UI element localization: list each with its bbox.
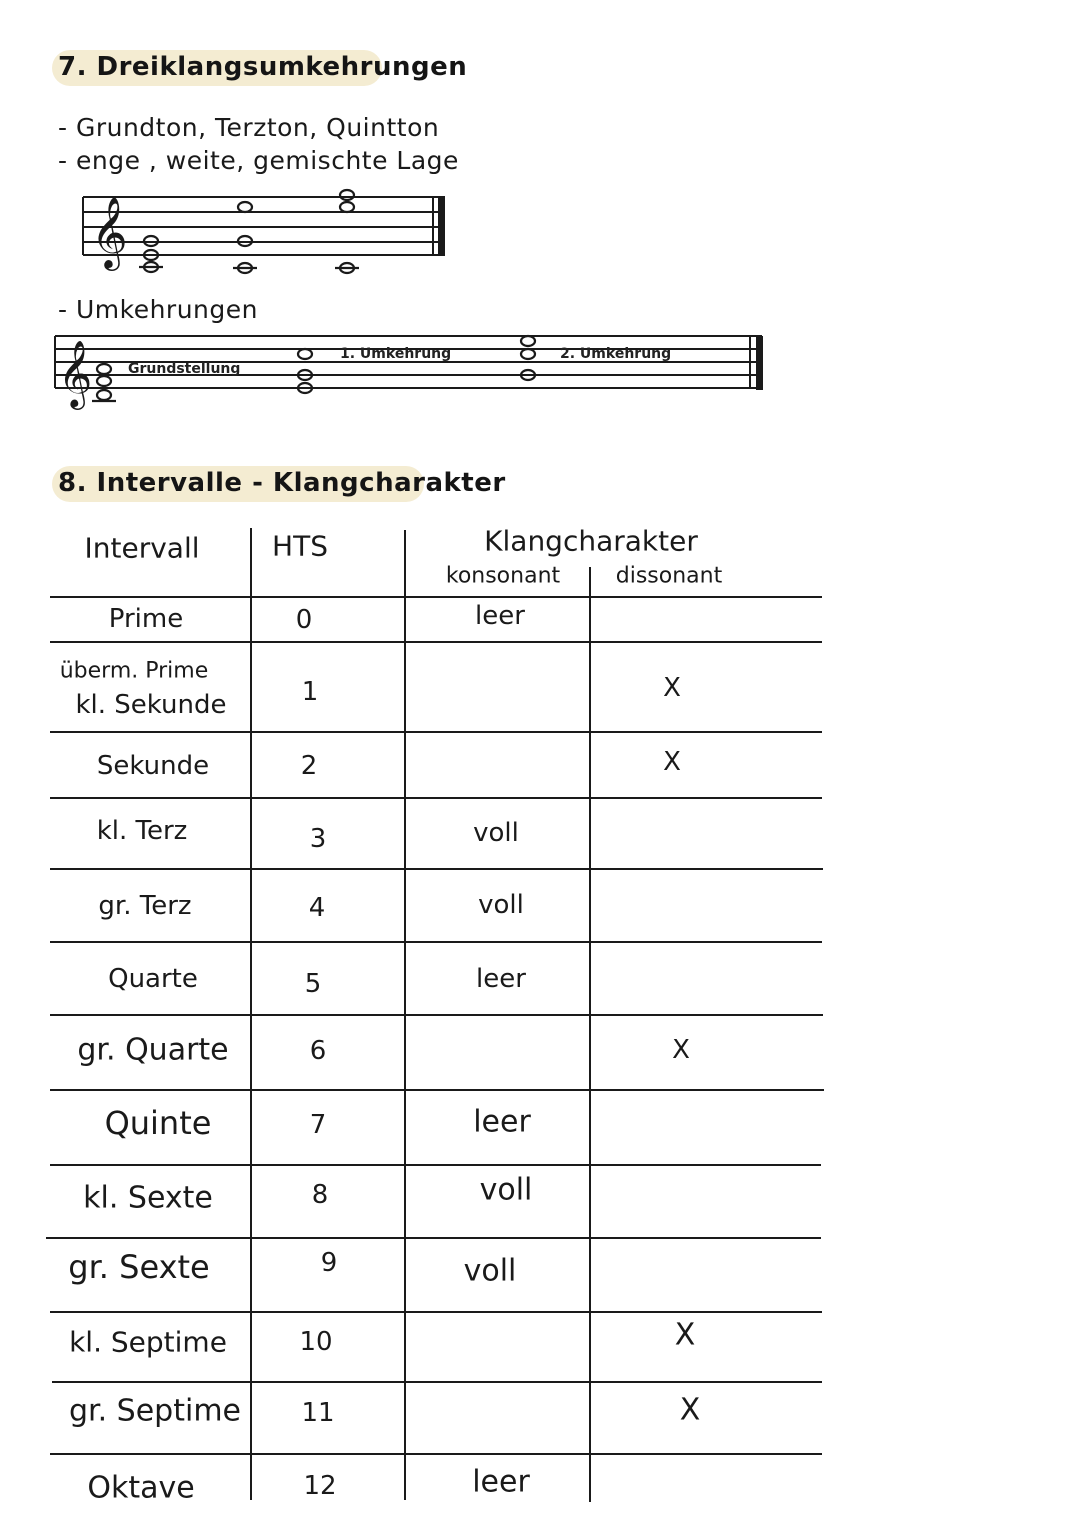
table-row-line: [50, 1311, 822, 1313]
cell-interval: Quarte: [108, 964, 198, 994]
cell-hts: 8: [311, 1180, 329, 1210]
cell-interval: gr. Septime: [68, 1393, 242, 1429]
cell-consonant: voll: [479, 1172, 533, 1208]
cell-consonant: leer: [473, 1104, 531, 1140]
bullet-positions: - enge , weite, gemischte Lage: [58, 146, 459, 175]
cell-consonant: voll: [478, 890, 524, 920]
table-row-line: [46, 1237, 821, 1239]
cell-consonant: leer: [476, 964, 526, 994]
cell-interval-alt: kl. Sekunde: [75, 690, 227, 720]
cell-interval: kl. Sexte: [83, 1180, 213, 1216]
treble-clef-icon: 𝄞: [58, 339, 93, 407]
cell-interval: Sekunde: [96, 751, 210, 781]
table-row-line: [50, 1089, 824, 1091]
cell-dissonant: X: [663, 747, 681, 777]
cell-interval: Quinte: [104, 1104, 212, 1142]
header-character: Klangcharakter: [484, 524, 698, 558]
cell-dissonant: X: [679, 1392, 701, 1428]
cell-hts: 1: [301, 677, 319, 707]
header-dissonant: dissonant: [615, 563, 723, 589]
label-root-position: Grundstellung: [128, 361, 241, 377]
cell-consonant: voll: [463, 1253, 517, 1289]
table-row-line: [50, 797, 822, 799]
table-row-line: [50, 596, 822, 598]
table-row-line: [52, 1381, 822, 1383]
cell-hts: 11: [301, 1398, 335, 1428]
cell-interval: Oktave: [87, 1470, 195, 1506]
cell-interval: gr. Terz: [98, 891, 192, 921]
cell-consonant: leer: [472, 1464, 530, 1500]
cell-hts: 3: [309, 824, 327, 854]
table-row-line: [50, 868, 823, 870]
table-row-line: [50, 1164, 821, 1166]
cell-hts: 4: [308, 893, 326, 923]
cell-consonant: voll: [473, 818, 519, 848]
cell-interval: kl. Septime: [69, 1325, 227, 1359]
table-row-line: [50, 641, 822, 643]
cell-hts: 0: [295, 605, 313, 635]
cell-interval: Prime: [108, 604, 184, 634]
cell-interval: überm. Prime: [59, 658, 209, 684]
header-interval: Intervall: [84, 531, 200, 565]
table-row-line: [50, 1014, 823, 1016]
cell-interval: gr. Sexte: [68, 1248, 210, 1286]
table-divider: [589, 567, 591, 1502]
section7-title: 7. Dreiklangsumkehrungen: [58, 52, 468, 82]
cell-dissonant: X: [672, 1035, 690, 1065]
cell-dissonant: X: [674, 1317, 696, 1353]
cell-hts: 7: [309, 1110, 327, 1140]
cell-dissonant: X: [663, 673, 681, 703]
section8-title: 8. Intervalle - Klangcharakter: [58, 468, 506, 498]
cell-consonant: leer: [475, 601, 525, 631]
cell-hts: 12: [303, 1471, 337, 1501]
cell-interval: kl. Terz: [96, 816, 188, 846]
table-row-line: [50, 731, 822, 733]
bullet-tones: - Grundton, Terzton, Quintton: [58, 113, 440, 142]
bullet-inversions: - Umkehrungen: [58, 295, 258, 324]
header-hts: HTS: [272, 529, 328, 563]
header-consonant: konsonant: [445, 563, 561, 589]
cell-hts: 5: [304, 969, 322, 999]
cell-hts: 2: [300, 751, 318, 781]
cell-hts: 10: [299, 1327, 333, 1357]
cell-interval: gr. Quarte: [77, 1032, 229, 1068]
treble-clef-icon: 𝄞: [91, 195, 128, 268]
cell-hts: 6: [309, 1036, 327, 1066]
table-row-line: [50, 941, 822, 943]
table-row-line: [50, 1453, 822, 1455]
label-second-inversion: 2. Umkehrung: [560, 346, 672, 362]
cell-hts: 9: [320, 1248, 338, 1278]
label-first-inversion: 1. Umkehrung: [340, 346, 452, 362]
